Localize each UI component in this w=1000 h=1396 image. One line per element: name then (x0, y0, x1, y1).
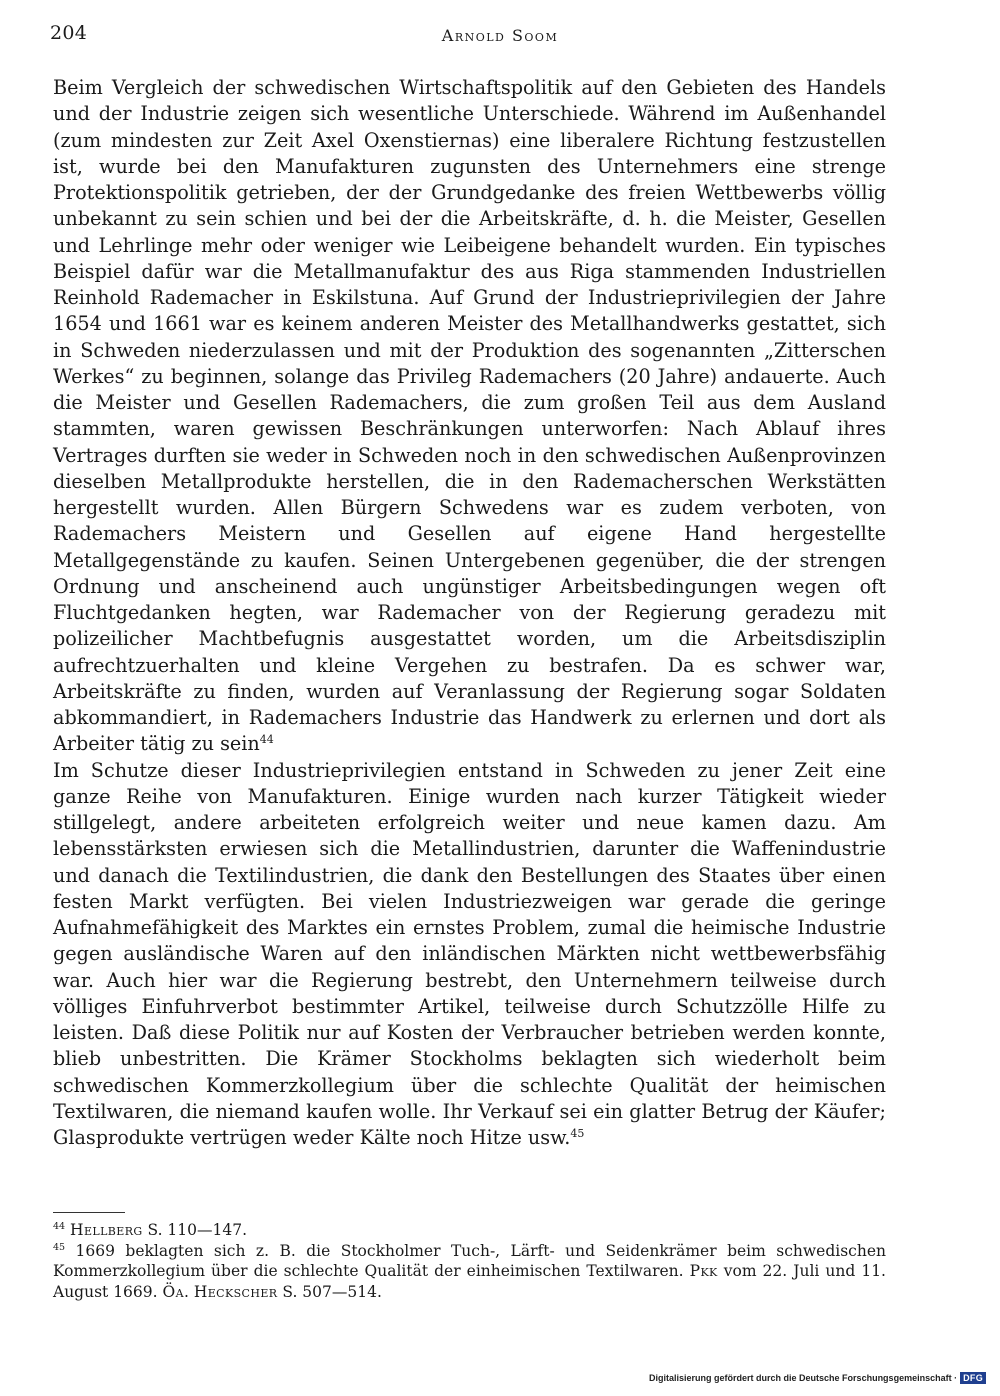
digitization-credit (649, 1372, 986, 1384)
footnote-number: 44 (53, 1221, 66, 1232)
footnote-text: S. 110—147. (142, 1221, 248, 1239)
footnote-reference: 45 (570, 1127, 585, 1140)
paragraph (53, 75, 886, 758)
footnote-number: 45 (53, 1241, 66, 1253)
body-text (53, 75, 886, 1151)
footnote-text: vom 22. Juli und 11. August 1669. (53, 1262, 886, 1301)
footnote-reference: 44 (259, 733, 274, 747)
dfg-logo-icon: DFG (960, 1372, 986, 1384)
author-name: Heckscher (193, 1282, 278, 1301)
page-number: 204 (50, 22, 88, 44)
footnote-divider (53, 1212, 125, 1213)
paragraph (53, 758, 886, 1152)
footnote-text: . (183, 1282, 194, 1301)
footnote-text: S. 507—514. (277, 1282, 382, 1301)
source-abbreviation: Pkk (689, 1262, 718, 1280)
author-name: Hellberg (70, 1221, 143, 1239)
source-abbreviation: Öa (162, 1282, 184, 1301)
footnotes (53, 1220, 886, 1302)
footnote-45 (53, 1241, 886, 1303)
paragraph-text: Im Schutze dieser Industrieprivilegien entstand in Schweden zu jener Zeit eine ganze Reihe von Manufakturen. Einige wurden nach kurzer Tätigkeit wieder stillgelegt, andere arbeiteten erfolgreich weiter und neue kamen dazu. Am lebensstärksten erwiesen sich die Metallindustrien, darunter die Waffenindustrie und danach die Textilindustrien, die dank den Bestellungen des Staates über einen festen Markt verfügten. Bei vielen Industriezweigen war gerade die geringe Aufnahmefähigkeit des Marktes ein ernstes Problem, zumal die heimische Industrie gegen ausländische Waren auf den inländischen Märkten nicht wettbewerbsfähig war. Auch hier war die Regierung bestrebt, den Unternehmern teilweise durch völliges Einfuhrverbot bestimmter Artikel, teilweise durch Schutzzölle Hilfe zu leisten. Daß diese Politik nur auf Kosten der Verbraucher betrieben werden konnte, blieb unbestritten. Die Krämer Stockholms beklagten sich wiederholt beim schwedischen Kommerzkollegium über die schlechte Qualität der heimischen Textilwaren, die niemand kaufen wolle. Ihr Verkauf sei ein glatter Betrug der Käufer; Glasprodukte vertrügen weder Kälte noch Hitze usw. (53, 758, 886, 1149)
credit-text: Digitalisierung gefördert durch die Deutsche Forschungsgemeinschaft · (649, 1373, 958, 1383)
running-head: Arnold Soom (441, 26, 559, 45)
footnote-44 (53, 1220, 886, 1241)
footnote-text: 1669 beklagten sich z. B. die Stockholmer Tuch-, Lärft- und Seidenkrämer beim schwedischen Kommerzkollegium über die schlechte Qualität der einheimischen Textilwaren. (53, 1241, 886, 1280)
paragraph-text: Beim Vergleich der schwedischen Wirtschaftspolitik auf den Gebieten des Handels und der Industrie zeigen sich wesentliche Unterschiede. Während im Außenhandel (zum mindesten zur Zeit Axel Oxenstiernas) eine liberalere Richtung festzustellen ist, wurde bei den Manufakturen zugunsten des Unternehmers eine strenge Protektionspolitik getrieben, der der Grundgedanke des freien Wettbewerbs völlig unbekannt zu sein schien und bei der die Arbeitskräfte, d. h. die Meister, Gesellen und Lehrlinge mehr oder weniger wie Leibeigene behandelt wurden. Ein typisches Beispiel dafür war die Metallmanufaktur des aus Riga stammenden Industriellen Reinhold Rademacher in Eskilstuna. Auf Grund der Industrieprivilegien der Jahre 1654 und 1661 war es keinem anderen Meister des Metallhandwerks gestattet, sich in Schweden niederzulassen und mit der Produktion des sogenannten „Zitterschen Werkes“ zu beginnen, solange das Privileg Rademachers (20 Jahre) andauerte. Auch die Meister und Gesellen Rademachers, die zum großen Teil aus dem Ausland stammten, waren gewissen Beschränkungen unterworfen: Nach Ablauf ihres Vertrages durften sie weder in Schweden noch in den schwedischen Außenprovinzen dieselben Metallprodukte herstellen, die in den Rademacherschen Werkstätten hergestellt wurden. Allen Bürgern Schwedens war es zudem verboten, von Rademachers Meistern und Gesellen auf eigene Hand hergestellte Metallgegenstände zu kaufen. Seinen Untergebenen gegenüber, die der strengen Ordnung und anscheinend auch ungünstiger Arbeitsbedingungen wegen oft Fluchtgedanken hegten, war Rademacher von der Regierung geradezu mit polizeilicher Machtbefugnis ausgestattet worden, um die Arbeitsdisziplin aufrechtzuerhalten und kleine Vergehen zu bestrafen. Da es schwer war, Arbeitskräfte zu finden, wurden auf Veranlassung der Regierung sogar Soldaten abkommandiert, in Rademachers Industrie das Handwerk zu erlernen und dort als Arbeiter tätig zu sein (53, 76, 886, 756)
